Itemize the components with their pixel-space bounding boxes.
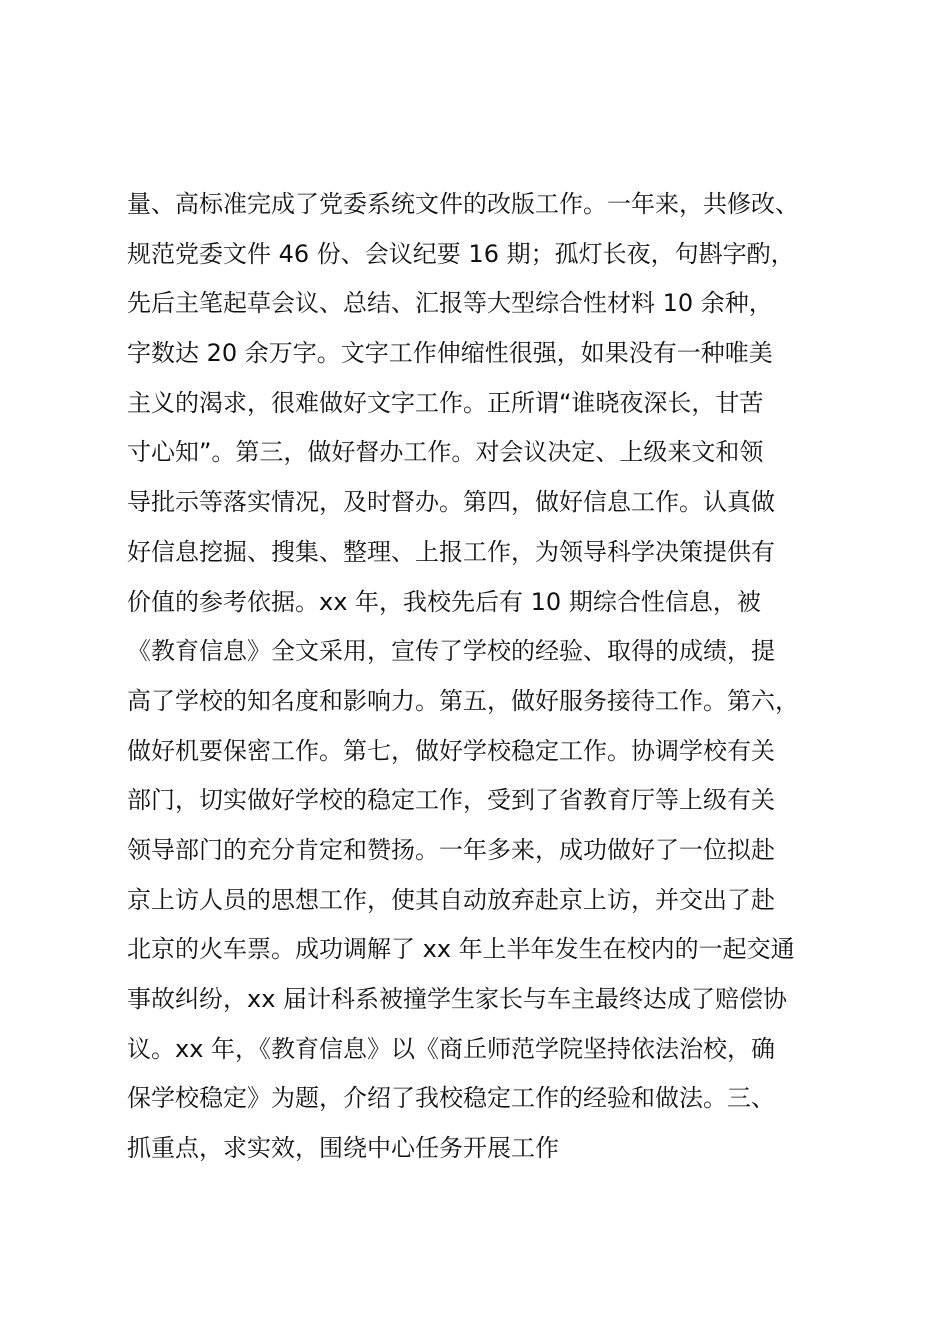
text-line: 主义的渴求，很难做好文字工作。正所谓“谁晓夜深长，甘苦 <box>127 388 764 417</box>
text-line: 价值的参考依据。xx 年，我校先后有 10 期综合性信息，被 <box>127 587 761 616</box>
text-line: 部门，切实做好学校的稳定工作，受到了省教育厅等上级有关 <box>127 786 775 815</box>
text-line: 先后主笔起草会议、总结、汇报等大型综合性材料 10 余种， <box>127 289 773 318</box>
text-line: 保学校稳定》为题，介绍了我校稳定工作的经验和做法。三、 <box>127 1084 775 1113</box>
text-line: 字数达 20 余万字。文字工作伸缩性很强，如果没有一种唯美 <box>127 339 773 368</box>
body-text <box>127 180 867 1174</box>
text-line: 《教育信息》全文采用，宣传了学校的经验、取得的成绩，提 <box>127 637 775 666</box>
text-line: 领导部门的充分肯定和赞扬。一年多来，成功做好了一位拟赴 <box>127 835 775 864</box>
text-line: 导批示等落实情况，及时督办。第四，做好信息工作。认真做 <box>127 488 775 517</box>
text-line: 高了学校的知名度和影响力。第五，做好服务接待工作。第六， <box>127 686 799 715</box>
text-line: 议。xx 年，《教育信息》以《商丘师范学院坚持依法治校，确 <box>127 1034 776 1063</box>
text-line: 寸心知”。第三，做好督办工作。对会议决定、上级来文和领 <box>127 438 764 467</box>
text-line: 北京的火车票。成功调解了 xx 年上半年发生在校内的一起交通 <box>127 935 795 964</box>
text-line: 量、高标准完成了党委系统文件的改版工作。一年来，共修改、 <box>127 190 799 218</box>
text-line: 抓重点，求实效，围绕中心任务开展工作 <box>127 1134 559 1163</box>
text-line: 事故纠纷，xx 届计科系被撞学生家长与车主最终达成了赔偿协 <box>127 985 788 1013</box>
text-line: 好信息挖掘、搜集、整理、上报工作，为领导科学决策提供有 <box>127 537 775 566</box>
text-line: 做好机要保密工作。第七，做好学校稳定工作。协调学校有关 <box>127 736 775 765</box>
text-line: 规范党委文件 46 份、会议纪要 16 期；孤灯长夜，句斟字酌， <box>127 239 795 268</box>
text-line: 京上访人员的思想工作，使其自动放弃赴京上访，并交出了赴 <box>127 885 775 914</box>
